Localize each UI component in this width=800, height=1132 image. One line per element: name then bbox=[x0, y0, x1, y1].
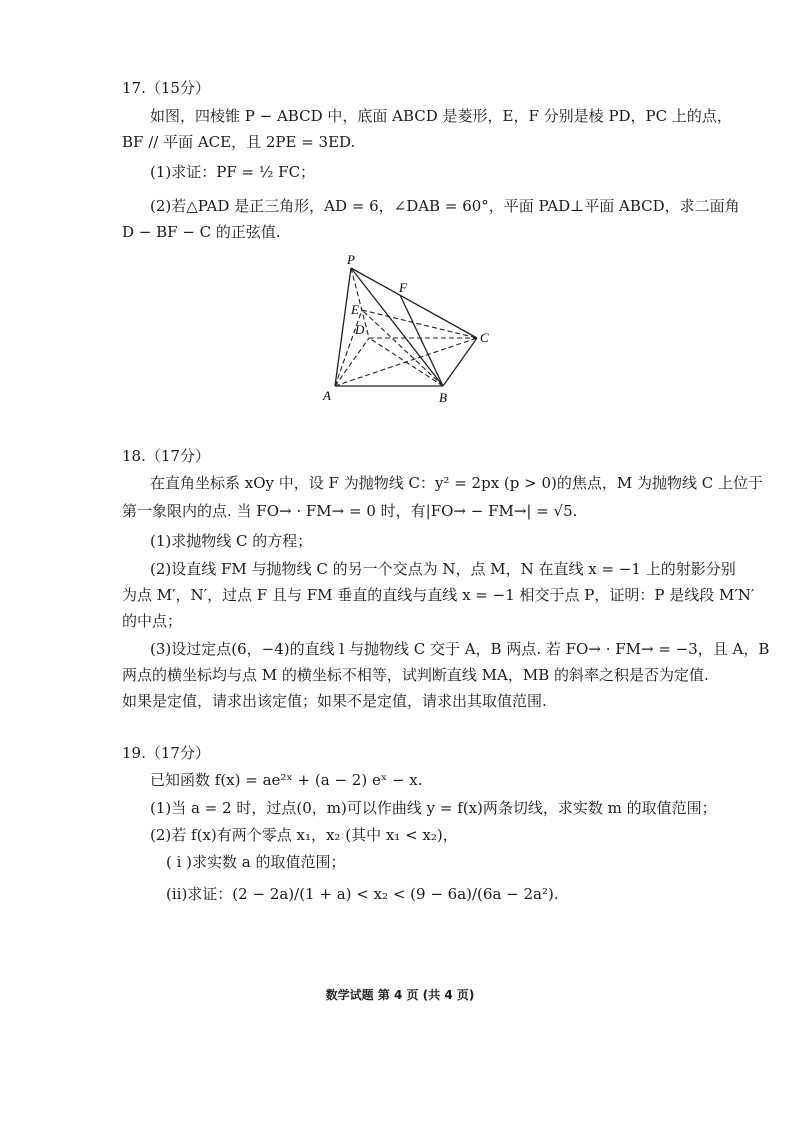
pyramid-figure bbox=[315, 250, 515, 410]
edge-PC bbox=[351, 268, 477, 338]
q19-line-1: 已知函数 f(x) = ae²ˣ + (a − 2) eˣ − x. bbox=[150, 771, 423, 789]
edge-BE bbox=[362, 310, 443, 386]
label-F: F bbox=[399, 280, 407, 295]
q17-line-4: (2)若△PAD 是正三角形，AD = 6，∠DAB = 60°，平面 PAD⊥平面 ABCD，求二面角 bbox=[150, 197, 740, 215]
label-B: B bbox=[439, 390, 447, 405]
q18-line-4: (2)设直线 FM 与抛物线 C 的另一个交点为 N，点 M，N 在直线 x = −1 上的射影分别 bbox=[150, 560, 736, 578]
page-footer: 数学试题 第 4 页 (共 4 页) bbox=[325, 988, 475, 1002]
q18-number: 18.（17分） bbox=[122, 447, 210, 465]
q17-line-3: (1)求证：PF = ½ FC； bbox=[150, 163, 316, 181]
q18-line-8: 两点的横坐标均与点 M 的横坐标不相等，试判断直线 MA，MB 的斜率之积是否为定值. bbox=[122, 666, 709, 684]
q18-line-5: 为点 M′，N′，过点 F 且与 FM 垂直的直线与直线 x = −1 相交于点 P，证明：P 是线段 M′N′ bbox=[122, 586, 755, 604]
label-D: D bbox=[355, 322, 365, 337]
q17-line-1: 如图，四棱锥 P − ABCD 中，底面 ABCD 是菱形，E，F 分别是棱 PD，PC 上的点， bbox=[150, 107, 732, 125]
label-C: C bbox=[480, 330, 489, 345]
q19-line-4: ( i )求实数 a 的取值范围； bbox=[166, 853, 346, 871]
q18-line-9: 如果是定值，请求出该定值；如果不是定值，请求出其取值范围. bbox=[122, 692, 547, 710]
label-P: P bbox=[347, 252, 355, 267]
edge-EC bbox=[362, 310, 477, 338]
q19-line-5: (ii)求证：(2 − 2a)/(1 + a) < x₂ < (9 − 6a)/(6a − 2a²). bbox=[166, 885, 559, 903]
edge-PA bbox=[335, 268, 351, 386]
label-A: A bbox=[323, 388, 331, 403]
q17-line-5: D − BF − C 的正弦值. bbox=[122, 223, 281, 241]
q18-line-2: 第一象限内的点. 当 FO→ · FM→ = 0 时，有|FO→ − FM→| = √5. bbox=[122, 502, 578, 520]
edge-BC bbox=[443, 338, 477, 386]
q19-line-3: (2)若 f(x)有两个零点 x₁，x₂ (其中 x₁ < x₂)， bbox=[150, 826, 458, 844]
q18-line-1: 在直角坐标系 xOy 中，设 F 为抛物线 C：y² = 2px (p > 0)的焦点，M 为抛物线 C 上位于 bbox=[150, 474, 764, 492]
edge-PB bbox=[351, 268, 443, 386]
q17-line-2: BF // 平面 ACE，且 2PE = 3ED. bbox=[122, 133, 356, 151]
q19-line-2: (1)当 a = 2 时，过点(0，m)可以作曲线 y = f(x)两条切线，求实数 m 的取值范围； bbox=[150, 799, 717, 817]
q18-line-7: (3)设过定点(6，−4)的直线 l 与抛物线 C 交于 A，B 两点. 若 FO→ · FM→ = −3，且 A，B bbox=[150, 640, 770, 658]
q18-line-3: (1)求抛物线 C 的方程； bbox=[150, 532, 313, 550]
q19-number: 19.（17分） bbox=[122, 744, 210, 762]
q17-number: 17.（15分） bbox=[122, 79, 210, 97]
q18-line-6: 的中点； bbox=[122, 612, 183, 630]
label-E: E bbox=[351, 302, 359, 317]
